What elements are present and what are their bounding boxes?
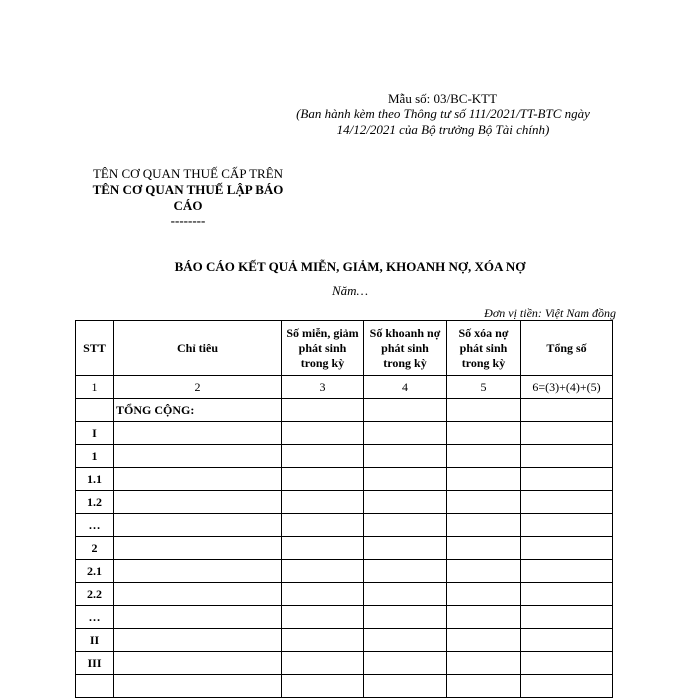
table-row <box>76 583 613 606</box>
column-number: 1 <box>76 376 114 399</box>
column-number: 4 <box>364 376 447 399</box>
table-cell <box>114 422 282 445</box>
reporting-agency-name: TÊN CƠ QUAN THUẾ LẬP BÁO CÁO <box>92 182 284 213</box>
table-row <box>76 606 613 629</box>
table-cell <box>114 537 282 560</box>
report-year: Năm… <box>331 283 369 298</box>
table-cell <box>364 399 447 422</box>
table-cell <box>447 514 521 537</box>
table-cell <box>521 606 613 629</box>
table-cell <box>364 675 447 698</box>
table-cell <box>364 629 447 652</box>
row-stt: I <box>76 422 114 445</box>
table-cell <box>282 583 364 606</box>
table-cell <box>282 675 364 698</box>
table-cell <box>364 583 447 606</box>
table-row <box>76 537 613 560</box>
table-cell <box>114 629 282 652</box>
row-stt: 1.2 <box>76 491 114 514</box>
table-row <box>76 491 613 514</box>
table-cell <box>447 491 521 514</box>
row-stt: II <box>76 629 114 652</box>
table-cell <box>447 675 521 698</box>
header-debt-write-off: Số xóa nợ phát sinh trong kỳ <box>447 321 521 376</box>
table-row <box>76 652 613 675</box>
table-cell <box>521 583 613 606</box>
table-cell <box>114 514 282 537</box>
table-cell <box>447 422 521 445</box>
row-stt: 2.1 <box>76 560 114 583</box>
table-cell <box>114 560 282 583</box>
table-cell <box>447 445 521 468</box>
table-cell <box>364 422 447 445</box>
table-cell <box>364 514 447 537</box>
table-cell <box>282 629 364 652</box>
header-total: Tổng số <box>521 321 613 376</box>
currency-unit: Đơn vị tiền: Việt Nam đồng <box>484 306 616 320</box>
table-cell <box>282 445 364 468</box>
report-table <box>75 320 613 698</box>
upper-agency-name: TÊN CƠ QUAN THUẾ CẤP TRÊN <box>92 166 284 181</box>
column-number: 5 <box>447 376 521 399</box>
table-cell <box>447 652 521 675</box>
agency-separator: -------- <box>170 213 206 228</box>
table-cell <box>114 445 282 468</box>
table-cell <box>521 675 613 698</box>
table-row <box>76 422 613 445</box>
table-cell <box>282 560 364 583</box>
table-cell <box>364 606 447 629</box>
table-cell <box>447 537 521 560</box>
table-row <box>76 675 613 698</box>
table-cell <box>447 629 521 652</box>
table-row <box>76 468 613 491</box>
column-number-row <box>76 376 613 399</box>
table-cell <box>521 537 613 560</box>
table-cell <box>114 468 282 491</box>
table-cell <box>282 652 364 675</box>
column-number: 2 <box>114 376 282 399</box>
table-cell <box>364 445 447 468</box>
row-stt: … <box>76 514 114 537</box>
table-cell <box>521 629 613 652</box>
row-stt: 2.2 <box>76 583 114 606</box>
report-title: BÁO CÁO KẾT QUẢ MIỄN, GIẢM, KHOANH NỢ, XÓA NỢ <box>174 259 526 274</box>
table-cell <box>114 675 282 698</box>
table-cell <box>521 491 613 514</box>
total-label: TỔNG CỘNG: <box>114 399 282 422</box>
table-cell <box>521 514 613 537</box>
table-cell <box>282 491 364 514</box>
row-stt: 1 <box>76 445 114 468</box>
table-cell <box>114 583 282 606</box>
row-stt: … <box>76 606 114 629</box>
table-cell <box>364 652 447 675</box>
table-cell <box>447 468 521 491</box>
table-cell <box>114 652 282 675</box>
table-cell <box>282 422 364 445</box>
table-cell <box>521 652 613 675</box>
table-cell <box>76 675 114 698</box>
table-cell <box>521 468 613 491</box>
table-cell <box>521 560 613 583</box>
table-cell <box>76 399 114 422</box>
agency-block <box>78 166 298 228</box>
table-cell <box>282 399 364 422</box>
table-cell <box>447 606 521 629</box>
header-debt-suspension: Số khoanh nợ phát sinh trong kỳ <box>364 321 447 376</box>
table-cell <box>521 445 613 468</box>
form-number: Mẫu số: 03/BC-KTT <box>388 91 498 106</box>
table-cell <box>447 583 521 606</box>
table-cell <box>282 468 364 491</box>
row-stt: III <box>76 652 114 675</box>
table-row <box>76 445 613 468</box>
table-cell <box>521 399 613 422</box>
table-cell <box>447 560 521 583</box>
legal-basis: (Ban hành kèm theo Thông tư số 111/2021/TT-BTC ngày 14/12/2021 của Bộ trưởng Bộ Tài chính) <box>296 106 590 137</box>
table-cell <box>364 560 447 583</box>
table-cell <box>521 422 613 445</box>
row-stt: 1.1 <box>76 468 114 491</box>
table-row <box>76 560 613 583</box>
header-indicator: Chỉ tiêu <box>114 321 282 376</box>
header-row <box>76 321 613 376</box>
column-number: 6=(3)+(4)+(5) <box>521 376 613 399</box>
table-cell <box>114 491 282 514</box>
header-exemption: Số miễn, giảm phát sinh trong kỳ <box>282 321 364 376</box>
total-row <box>76 399 613 422</box>
column-number: 3 <box>282 376 364 399</box>
table-cell <box>447 399 521 422</box>
table-cell <box>282 514 364 537</box>
table-row <box>76 629 613 652</box>
table-cell <box>364 537 447 560</box>
header-stt: STT <box>76 321 114 376</box>
table-cell <box>282 606 364 629</box>
table-row <box>76 514 613 537</box>
row-stt: 2 <box>76 537 114 560</box>
table-cell <box>282 537 364 560</box>
table-cell <box>364 491 447 514</box>
table-cell <box>114 606 282 629</box>
table-cell <box>364 468 447 491</box>
